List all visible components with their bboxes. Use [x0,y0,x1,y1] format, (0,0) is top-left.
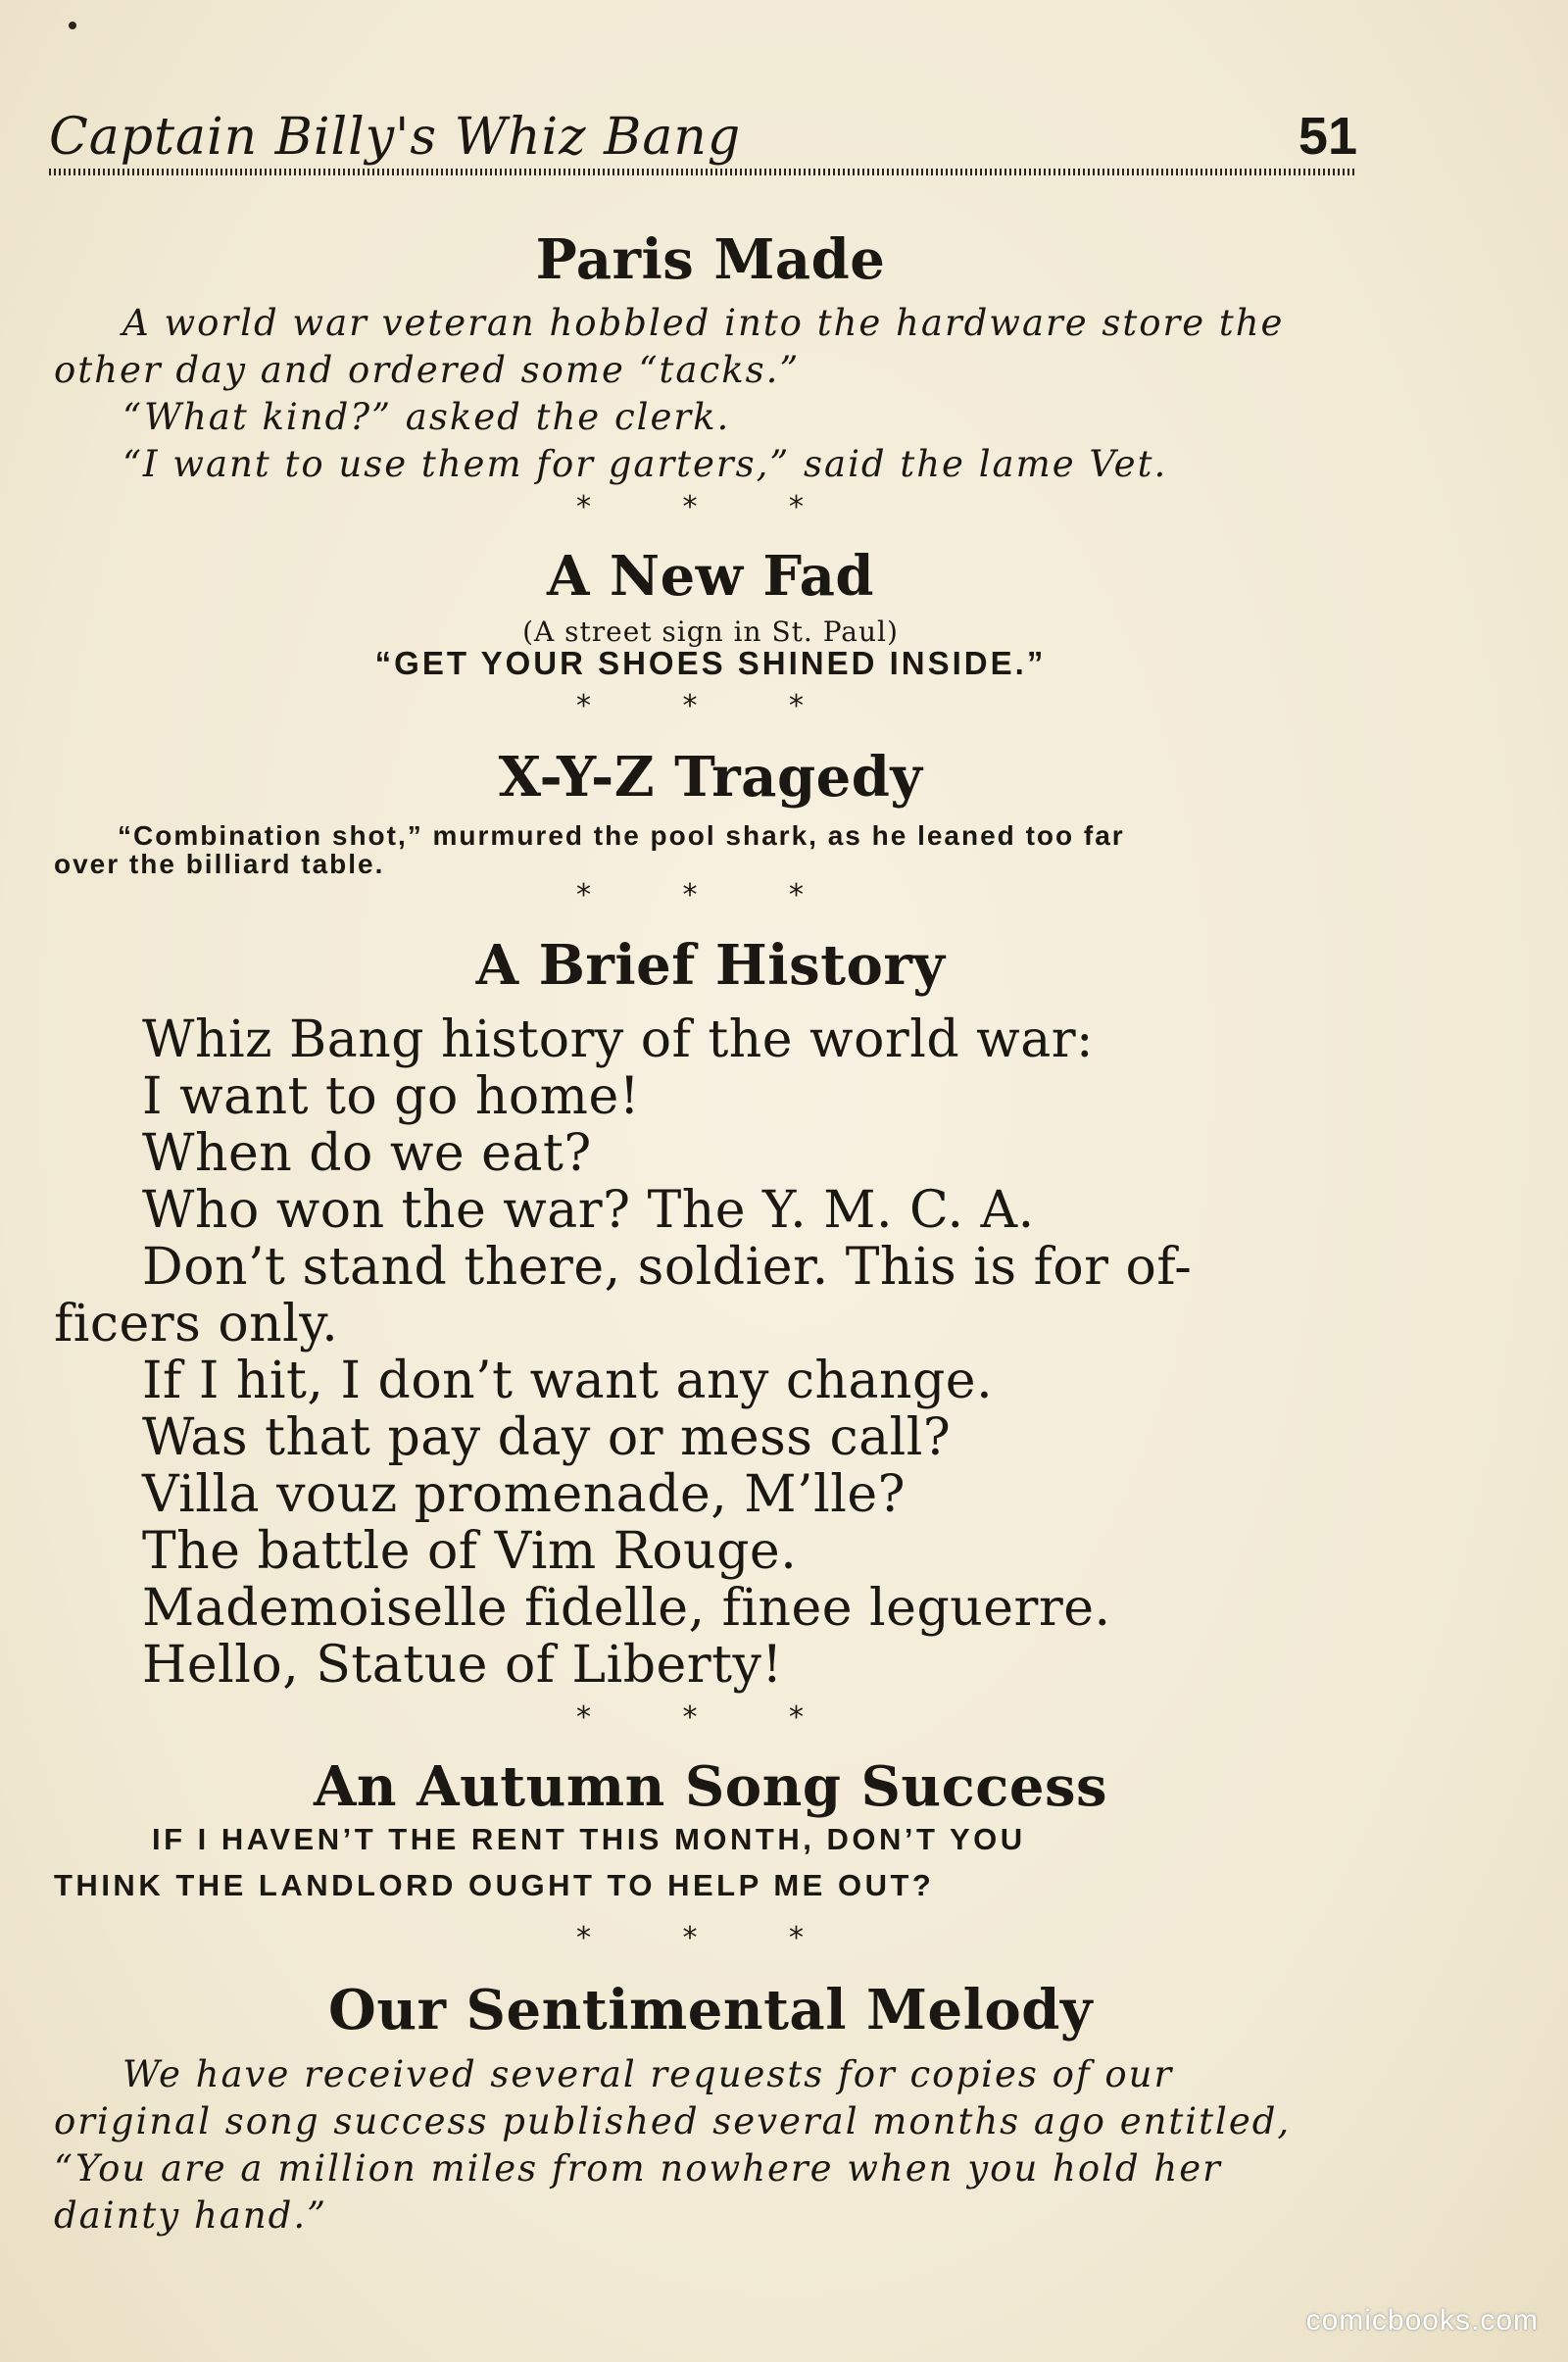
new-fad-subtitle: (A street sign in St. Paul) [522,615,899,648]
history-line: Mademoiselle fidelle, finee leguerre. [142,1579,1111,1638]
history-line: The battle of Vim Rouge. [142,1522,798,1581]
melody-line-3: “You are a million miles from nowhere when you hold her [54,2147,1222,2190]
xyz-tragedy-story [54,821,1367,878]
xyz-line-1: “Combination shot,” murmured the pool shark, as he leaned too far [118,820,1125,851]
ink-speck [69,22,76,29]
history-line: I want to go home! [142,1067,641,1126]
melody-story [54,2051,1367,2239]
history-line: If I hit, I don’t want any change. [142,1352,994,1410]
paris-made-title: Paris Made [535,227,886,292]
header-rule [49,169,1357,175]
new-fad-title: A New Fad [546,544,875,609]
history-line: Who won the war? The Y. M. C. A. [142,1181,1035,1240]
history-line: Villa vouz promenade, M’lle? [142,1465,906,1524]
watermark: comicbooks.com [1305,2304,1539,2337]
paris-made-story [54,300,1367,488]
separator-5: * * * [575,1921,846,1955]
history-line: Was that pay day or mess call? [142,1408,952,1467]
paris-made-line-1: A world war veteran hobbled into the hardware store the [122,302,1285,344]
history-line: Whiz Bang history of the world war: [142,1010,1095,1069]
new-fad-sign: “GET YOUR SHOES SHINED INSIDE.” [374,645,1047,681]
page-number: 51 [1298,107,1357,166]
running-title: Captain Billy's Whiz Bang [49,108,742,167]
melody-line-2: original song success published several months ago entitled, [54,2100,1292,2142]
melody-title: Our Sentimental Melody [328,1978,1093,2042]
xyz-tragedy-title: X-Y-Z Tragedy [498,745,923,810]
autumn-song-text [54,1816,1367,1908]
melody-line-1: We have received several requests for copies of our [122,2053,1174,2095]
history-line: Hello, Statue of Liberty! [142,1636,783,1695]
brief-history-list [54,1011,1367,1694]
separator-1: * * * [575,490,846,524]
paris-made-line-4: “I want to use them for garters,” said the lame Vet. [122,443,1168,485]
running-header [49,98,1357,167]
paris-made-line-2: other day and ordered some “tacks.” [54,349,801,391]
autumn-line-2: THINK THE LANDLORD OUGHT TO HELP ME OUT? [54,1868,935,1902]
separator-4: * * * [575,1700,846,1735]
xyz-line-2: over the billiard table. [54,849,385,879]
autumn-song-title: An Autumn Song Success [313,1754,1108,1819]
separator-3: * * * [575,878,846,912]
history-line: ficers only. [54,1295,339,1353]
brief-history-title: A Brief History [475,933,946,998]
melody-line-4: dainty hand.” [54,2194,328,2237]
separator-2: * * * [575,689,846,723]
autumn-line-1: IF I HAVEN’T THE RENT THIS MONTH, DON’T YOU [152,1822,1026,1856]
history-line: When do we eat? [142,1124,592,1183]
history-line: Don’t stand there, soldier. This is for of- [142,1238,1193,1297]
paris-made-line-3: “What kind?” asked the clerk. [122,396,731,438]
